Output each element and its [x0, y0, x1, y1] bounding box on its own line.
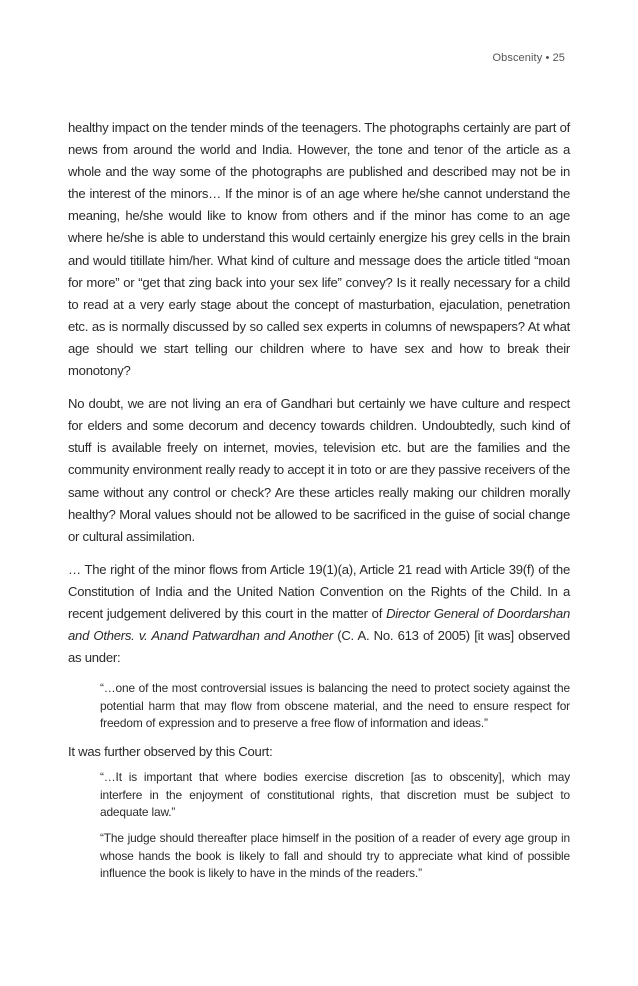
paragraph-1: healthy impact on the tender minds of the teenagers. The photographs certainly are part of news from around the world and India. However, the tone and tenor of the article as a whole and the way some of the photographs are published and described may not be in the interest of the minors… If the minor is of an age where he/she cannot understand the meaning, he/she would like to know from others and if the minor has come to an age where he/she is able to understand this would certainly energize his grey cells in the brain and would titillate him/her. What kind of culture and message does the article titled “moan for more” or “get that zing back into your sex life” convey? Is it really necessary for a child to read at a very early stage about the concept of masturbation, ejaculation, penetration etc. as is normally discussed by so called sex experts in columns of newspapers? At what age should we start telling our children where to have sex and how to break their monotony? — [68, 120, 570, 379]
running-header — [492, 52, 565, 64]
block-quote-3: “The judge should thereafter place himself in the position of a reader of every age group in whose hands the book is likely to fall and should try to appreciate what kind of possible influence the book is likely to have in the minds of the readers.” — [100, 830, 570, 881]
paragraph-3-text-before: … The right of the minor flows from Article 19(1)(a), Article 21 read with Article 39(f) of the Constitution of India and the United Nation Convention on the Rights of the Child. In a recent judgement delivered by this court in the matter of — [68, 561, 570, 621]
running-head-title: Obscenity — [492, 52, 543, 64]
block-quote-2: “…It is important that where bodies exercise discretion [as to obscenity], which may interfere in the enjoyment of constitutional rights, that discretion must be subject to adequate law.” — [100, 770, 570, 820]
header-separator: • — [545, 52, 550, 64]
page-number: 25 — [552, 52, 565, 64]
page-body — [68, 117, 570, 891]
paragraph-2: No doubt, we are not living an era of Gandhari but certainly we have culture and respect for elders and some decorum and decency towards children. Undoubtedly, such kind of stuff is available freely on internet, movies, television etc. but are the families and the community environment really ready to accept it in toto or are they passive receivers of the same without any control or check? Are these articles really making our children morally healthy? Moral values should not be allowed to be sacrificed in the guise of social change or cultural assimilation. — [68, 396, 570, 544]
block-quote-1: “…one of the most controversial issues is balancing the need to protect society against the potential harm that may flow from obscene material, and the need to ensure respect for freedom of expression and to preserve a free flow of information and ideas.” — [100, 681, 570, 731]
case-name: Director General of Doordarshan and Others. v. Anand Patwardhan and Another — [68, 605, 570, 644]
paragraph-3 — [68, 559, 570, 669]
paragraph-3-text-after: (C. A. No. 613 of 2005) [it was] observed as under: — [68, 628, 570, 666]
paragraph-4: It was further observed by this Court: — [68, 744, 273, 760]
